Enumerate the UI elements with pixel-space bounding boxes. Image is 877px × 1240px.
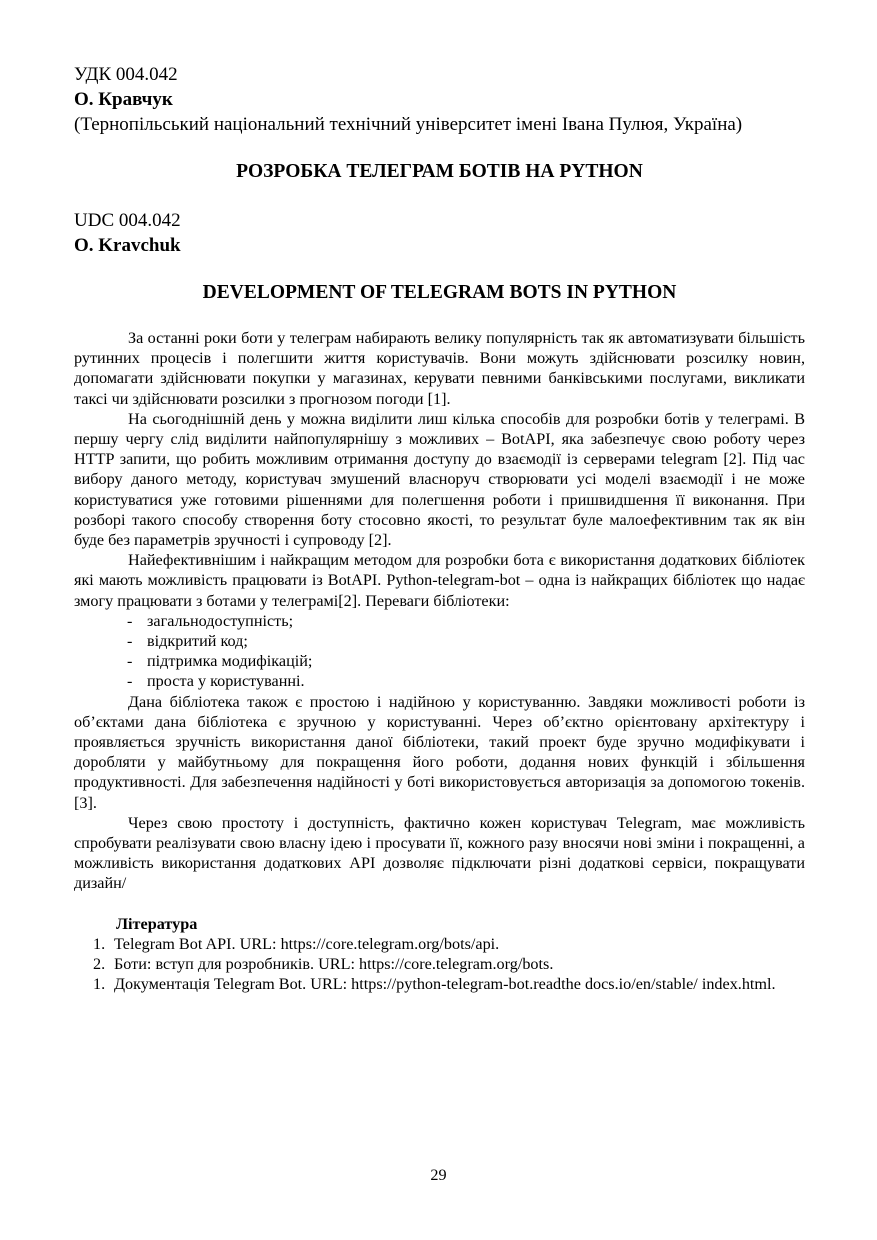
list-item-text: загальнодоступність; [147,611,294,630]
udc-ua: УДК 004.042 [74,64,178,85]
paragraph-1: За останні роки боти у телеграм набирають велику популярність так як автоматизувати більшість рутинних процесів і полегшити життя користувачів. Вони можуть здійснювати розсилку новин, допомагати здійснювати покупки у магазинах, керувати певними банківськими послугами, викликати таксі чи здійснювати розсилки з прогнозом погоди [1]. [74,329,805,408]
reference-item [93,954,805,974]
paragraph-3: Найефективнішим і найкращим методом для розробки бота є використання додаткових бібліотек які мають можливість працювати із BotAPI. Python-telegram-bot – одна із найкращих бібліотек що надає змогу працювати з ботами у телеграмі[2]. Переваги бібліотеки: [74,551,805,610]
title-ua: РОЗРОБКА ТЕЛЕГРАМ БОТІВ НА PYTHON [236,161,643,182]
paragraph-4: Дана бібліотека також є простою і надійною у користуванню. Завдяки можливості роботи із об’єктами дана бібліотека є зручною у користуванні. Через об’єктно орієнтовану архітектуру і проявляється зручність використання даної бібліотеки, такий проект буде зручно модифікувати і доробляти у майбутньому для покращення його роботи, додання нових функцій і збільшення продуктивності. Для забезпечення надійності у боті використовується авторизація за допомогою токенів.[3]. [74,692,805,812]
references-heading: Література [116,914,198,933]
reference-item [93,934,805,954]
list-item [127,671,805,691]
list-item-text: підтримка модифікацій; [147,652,313,671]
list-item [127,651,805,671]
author-ua: О. Кравчук [74,89,173,110]
reference-item [93,974,805,994]
list-dash: - [127,632,133,651]
list-item [127,611,805,631]
reference-number: 1. [93,934,106,953]
reference-text: Документація Telegram Bot. URL: https://python-telegram-bot.readthe docs.io/en/stable/ index.html. [114,975,776,994]
list-item-text: відкритий код; [147,632,248,651]
reference-number: 2. [93,955,106,974]
reference-text: Боти: вступ для розробників. URL: https://core.telegram.org/bots. [114,955,554,974]
list-dash: - [127,611,133,630]
paragraph-2: На сьогоднішній день у можна виділити лиш кілька способів для розробки ботів у телеграмі. В першу чергу слід виділити найпопулярнішу з можливих – BotAPI, яка забезпечує свою роботу через HTTP запити, що робить можливим отримання доступу до взаємодії із серверами telegram [2]. Під час вибору даного методу, користувач змушений власноруч створювати усі моделі взаємодії і не може користуватися уже готовими рішеннями для полегшення роботи і пришвидшення її виконання. При розборі такого способу створення боту стосовно якості, то результат буле малоефективним так як він буде без параметрів зручності і супроводу [2]. [74,409,805,550]
reference-text: Telegram Bot API. URL: https://core.telegram.org/bots/api. [114,934,500,953]
udc-en: UDC 004.042 [74,210,181,231]
paragraph-5: Через свою простоту і доступність, фактично кожен користувач Telegram, має можливість спробувати реалізувати свою власну ідею і просувати її, кожного разу вносячи нові зміни і покращенні, а можливість використання додаткових API дозволяє підключати різні додаткові сервіси, покращувати дизайн/ [74,813,805,893]
list-dash: - [127,652,133,671]
advantages-list [74,611,805,692]
list-dash: - [127,672,133,691]
references-list [74,934,805,995]
page-number: 29 [430,1166,447,1184]
affiliation-ua: (Тернопільський національний технічний університет імені Івана Пулюя, Україна) [74,114,743,135]
paper-page [74,62,805,995]
list-item-text: проста у користуванні. [147,672,305,691]
title-en: DEVELOPMENT OF TELEGRAM BOTS IN PYTHON [202,282,677,303]
reference-number: 1. [93,975,106,994]
list-item [127,631,805,651]
author-en: O. Kravchuk [74,235,181,256]
